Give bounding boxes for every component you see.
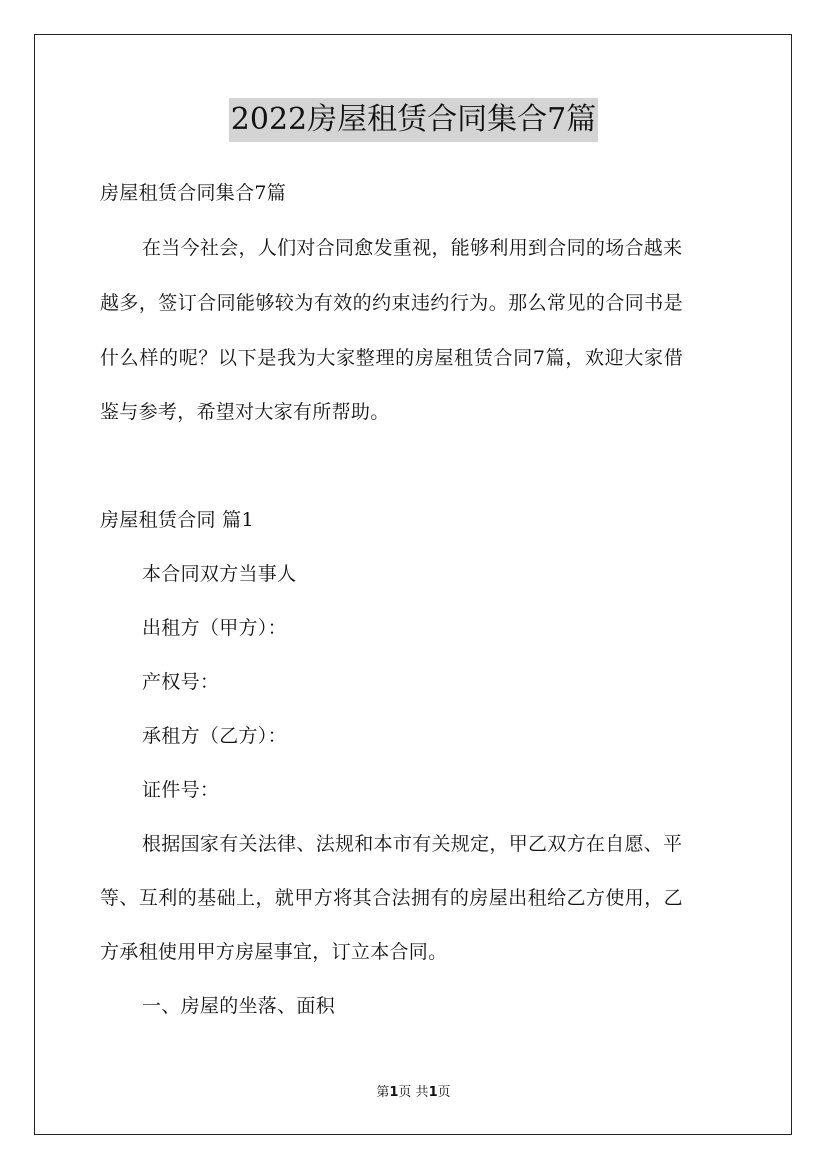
page-footer <box>0 1084 827 1102</box>
party-intro: 本合同双方当事人 <box>142 563 297 585</box>
document-title: 2022房屋租赁合同集合7篇 <box>229 98 598 142</box>
id-number-label: 证件号： <box>142 779 220 801</box>
footer-page-prefix: 第 <box>376 1085 390 1100</box>
title-container <box>0 98 827 142</box>
lessor-label: 出租方（甲方）： <box>142 617 287 639</box>
property-number-label: 产权号： <box>142 671 220 693</box>
footer-page-mid: 页 共 <box>398 1085 429 1100</box>
footer-page-suffix: 页 <box>437 1085 451 1100</box>
document-subtitle: 房屋租赁合同集合7篇 <box>100 182 287 204</box>
intro-line-2: 越多，签订合同能够较为有效的约束违约行为。那么常见的合同书是 <box>100 292 683 314</box>
intro-line-1: 在当今社会，人们对合同愈发重视，能够利用到合同的场合越来 <box>142 237 683 259</box>
section-heading: 房屋租赁合同 篇1 <box>100 509 254 531</box>
body-line-2: 等、互利的基础上，就甲方将其合法拥有的房屋出租给乙方使用，乙 <box>100 887 683 909</box>
body-line-1: 根据国家有关法律、法规和本市有关规定，甲乙双方在自愿、平 <box>142 833 683 855</box>
intro-line-4: 鉴与参考，希望对大家有所帮助。 <box>100 401 390 423</box>
body-line-3: 方承租使用甲方房屋事宜，订立本合同。 <box>100 941 448 963</box>
clause-1-heading: 一、房屋的坐落、面积 <box>142 995 336 1017</box>
intro-line-3: 什么样的呢？以下是我为大家整理的房屋租赁合同7篇，欢迎大家借 <box>100 347 683 369</box>
lessee-label: 承租方（乙方）： <box>142 725 287 747</box>
footer-page-total: 1 <box>428 1085 438 1100</box>
footer-page-current: 1 <box>389 1085 399 1100</box>
